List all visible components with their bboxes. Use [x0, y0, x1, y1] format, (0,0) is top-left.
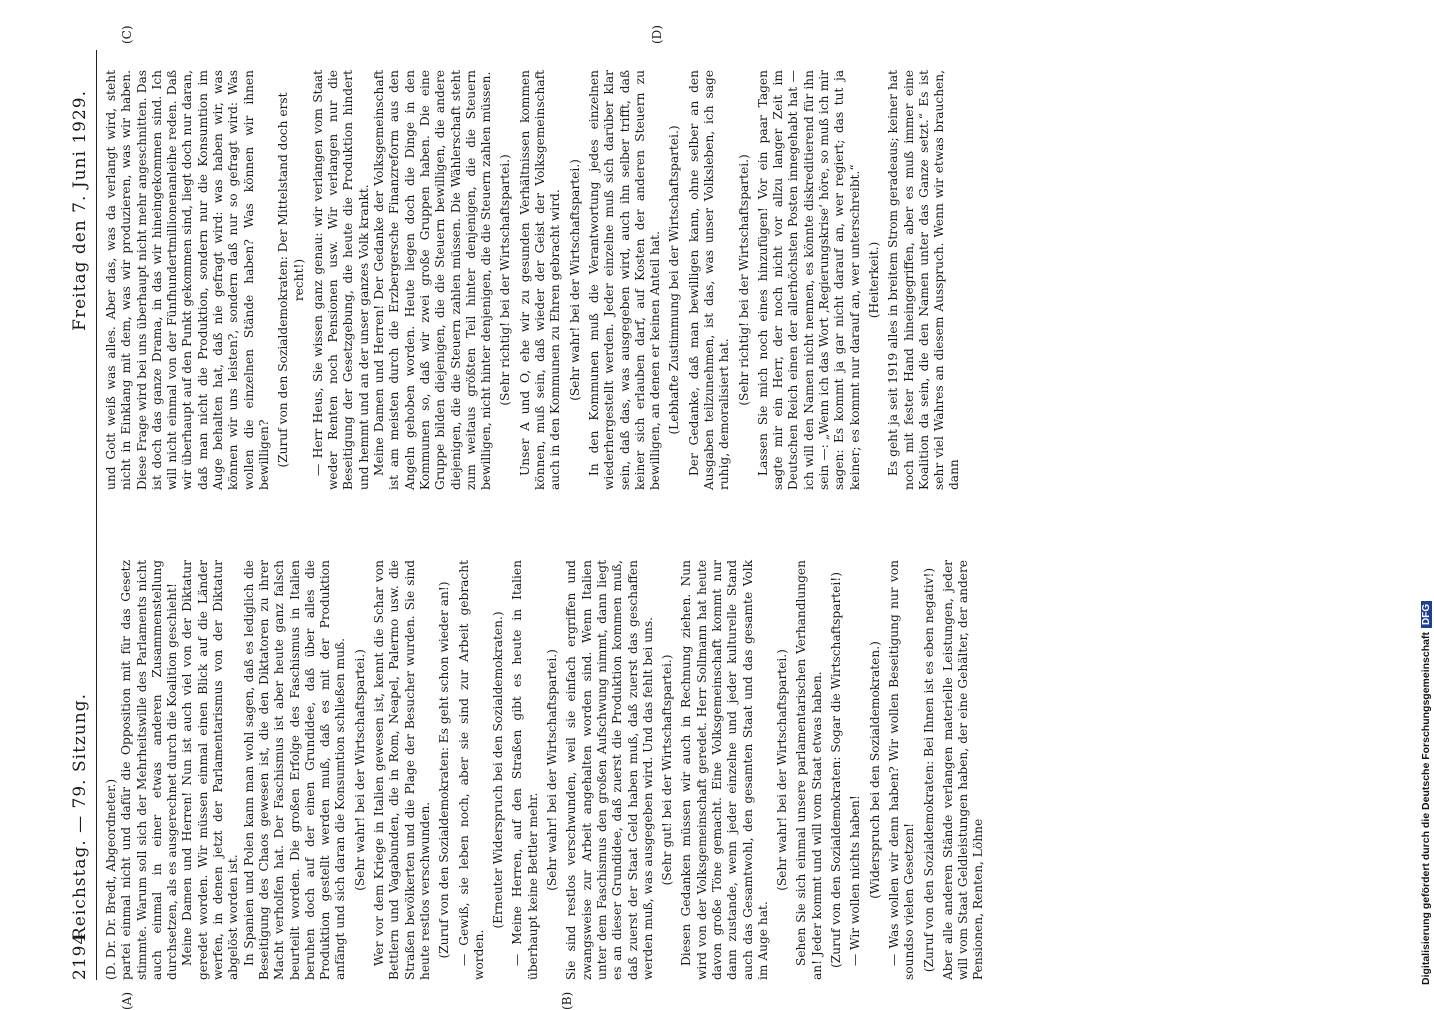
margin-marker-b: (B)	[560, 991, 574, 1010]
margin-marker-c: (C)	[120, 25, 134, 44]
paragraph: Meine Damen und Herren! Nun ist auch viel von der Diktatur geredet worden. Wir müssen einmal einen Blick auf die Länder werfen, in denen jetzt der Parlamentarismus von der Diktatur abgelöst worden ist.	[180, 560, 241, 980]
interjection: (Sehr wahr! bei der Wirtschaftspartei.)	[775, 649, 790, 891]
paragraph: Sehen Sie sich einmal unsere parlamentarischen Verhandlungen an! Jeder kommt und will vom Staat etwas haben.	[794, 560, 824, 980]
interjection: (Erneuter Widerspruch bei den Sozialdemokraten.)	[491, 611, 506, 929]
margin-marker-a: (A)	[120, 991, 134, 1010]
paragraph: Unser A und O, ehe wir zu gesunden Verhältnissen kommen können, muß sein, daß wieder der Geist der Volksgemeinschaft auch in den Kommunen zu Ehren gebracht wird.	[517, 70, 563, 490]
interjection: (Sehr richtig! bei der Wirtschaftspartei.)	[498, 154, 513, 406]
paragraph: partei einmal nicht und dafür die Opposition mit für das Gesetz stimmte. Warum soll sich der Mehrheitswille des Parlaments nicht auch einmal in einer etwas anderen Zusammenstellung durchsetzen, als es ausgerechnet durch die Koalition geschieht!	[119, 560, 180, 980]
interjection: (Widerspruch bei den Sozialdemokraten.)	[867, 641, 882, 899]
paragraph: (D. Dr. Dr. Bredt, Abgeordneter.)	[104, 778, 118, 980]
digitization-credit	[1420, 5, 1432, 985]
paragraph: Wer vor dem Kriege in Italien gewesen ist, kennt die Schar von Bettlern und Vagabunden, die in Rom, Neapel, Palermo usw. die Straßen bevölkerten und die Plage der Besucher wurden. Sie sind heute restlos verschwunden.	[372, 560, 432, 980]
paragraph: und Gott weiß was alles. Aber das, was da verlangt wird, steht nicht in Einklang mit dem, was wir produzieren, was wir haben. Diese Frage wird bei uns überhaupt nicht mehr angeschnitten. Das ist doch das ganze Drama, in das wir hineingekommen sind. Ich will nicht einmal von der Fünfhundertmillionenanleihe reden. Daß wir überhaupt auf den Punkt gekommen sind, liegt doch nur daran, daß man nicht die Produktion, sondern nur die Konsumtion im Auge behalten hat, daß nie gefragt wird: was haben wir, was können wir uns leisten?, sondern daß nur so gefragt wird: Was wollen die einzelnen Stände haben? Was können wir ihnen bewilligen?	[104, 70, 271, 490]
rotated-page-content	[60, 20, 1360, 1010]
text-column-right	[104, 70, 963, 490]
page-number: 2194	[70, 932, 90, 980]
interjection: (Zuruf von den Sozialdemokraten: Es geht schon wieder an!)	[437, 581, 452, 959]
interjection: (Sehr gut! bei der Wirtschaftspartei.)	[660, 654, 675, 886]
paragraph: In Spanien und Polen kann man wohl sagen, daß es lediglich die Beseitigung des Chaos gewesen ist, die den Diktatoren zu ihrer Macht verholfen hat. Der Faschismus ist aber heute ganz falsch beurteilt worden. Die großen Erfolge des Faschismus in Italien beruhen doch auf der einen Grundidee, daß über alles die Produktion gestellt werden muß, daß es mit der Produktion anfängt und sich daran die Konsumtion schließen muß.	[241, 560, 348, 980]
paragraph: — Gewiß, sie leben noch, aber sie sind zur Arbeit gebracht worden.	[456, 560, 486, 980]
paragraph: — Was wollen wir denn haben? Wir wollen Beseitigung nur von soundso vielen Gesetzen!	[886, 560, 917, 980]
interjection: (Zuruf von den Sozialdemokraten: Der Mittelstand doch erst recht!)	[276, 92, 306, 468]
running-header	[70, 50, 96, 980]
interjection: (Sehr richtig! bei der Wirtschaftspartei.)	[736, 154, 751, 406]
interjection: (Lebhafte Zustimmung bei der Wirtschaftspartei.)	[667, 125, 682, 435]
interjection: (Sehr wahr! bei der Wirtschaftspartei.)	[567, 159, 582, 401]
interjection: (Heiterkeit.)	[866, 241, 881, 319]
paragraph: In den Kommunen muß die Verantwortung jedes einzelnen wiederhergestellt werden. Jeder einzelne muß sich darüber klar sein, daß das, was ausgegeben wird, auch ihn selber trifft, daß keiner sich erlauben darf, auf Kosten der anderen Steuern zu bewilligen, an denen er keinen Anteil hat.	[586, 70, 663, 490]
interjection: (Zuruf von den Sozialdemokraten: Bei Ihnen ist es eben negativ!)	[921, 567, 936, 973]
paragraph: Meine Damen und Herren! Der Gedanke der Volksgemeinschaft ist am meisten durch die Erzbergersche Finanzreform aus den Angeln gehoben worden. Heute liegen doch die Dinge in den Kommunen so, daß wir zwei große Gruppen haben. Die eine Gruppe bilden diejenigen, die die Steuern bewilligen, die andere diejenigen, die die Steuern zahlen müssen. Die Wählerschaft steht zum weitaus größten Teil hinter denjenigen, die die Steuern bewilligen, nicht hinter denjenigen, die die Steuern zahlen müssen.	[372, 70, 494, 490]
interjection: (Zuruf von den Sozialdemokraten: Sogar die Wirtschaftspartei!)	[829, 572, 844, 968]
paragraph: Aber alle anderen Stände verlangen materielle Leistungen, jeder will vom Staat Geldleistungen haben, der eine Gehälter, der andere Pensionen, Renten, Löhne	[940, 560, 986, 980]
paragraph: — Wir wollen nichts haben!	[848, 795, 863, 966]
margin-marker-d: (D)	[650, 25, 664, 44]
credit-caption: Digitalisierung gefördert durch die Deutsche Forschungsgemeinschaft	[1420, 632, 1432, 985]
header-right: Freitag den 7. Juni 1929.	[70, 90, 90, 331]
interjection: (Sehr wahr! bei der Wirtschaftspartei.)	[545, 649, 560, 891]
paragraph: Diesen Gedanken müssen wir auch in Rechnung ziehen. Nun wird von der Volksgemeinschaft geredet. Herr Sollmann hat heute davon große Töne gemacht. Eine Volksgemeinschaft kommt nur dann zustande, wenn jeder einzelne und jeder kulturelle Stand auch das Gesamtwohl, den gesamten Staat und das gesamte Volk im Auge hat.	[679, 560, 770, 980]
paragraph: Es geht ja seit 1919 alles in breitem Strom geradeaus; keiner hat noch mit fester Hand hineingegriffen, aber es muß immer eine Koalition da sein, die den Namen unter das Ganze setzt.“ Es ist sehr viel Wahres an diesem Ausspruch. Wenn wir etwas brauchen, dann	[886, 70, 962, 490]
paragraph: Der Gedanke, daß man bewilligen kann, ohne selber an den Ausgaben teilzunehmen, ist das, was unser Volksleben, ich sage ruhig, demoralisiert hat.	[686, 70, 732, 490]
paragraph: — Herr Heus, Sie wissen ganz genau: wir verlangen vom Staat weder Renten noch Pensionen usw. Wir verlangen nur die Beseitigung der Gesetzgebung, die heute die Produktion hindert und hemmt und an der unser ganzes Volk krankt.	[310, 70, 371, 490]
paragraph: Lassen Sie mich noch eines hinzufügen! Vor ein paar Tagen sagte mir ein Herr, der noch nicht vor allzu langer Zeit im Deutschen Reich einen der allerhöchsten Posten innegehabt hat — ich will den Namen nicht nennen, es könnte diskreditierend für ihn sein —: „Wenn ich das Wort ‚Regierungskrise‘ höre, so muß ich mir sagen: Es kommt ja gar nicht darauf an, wer regiert; das tut ja keiner; es kommt nur darauf an, wer unterschreibt.“	[755, 70, 862, 490]
paragraph: — Meine Herren, auf den Straßen gibt es heute in Italien überhaupt keine Bettler mehr.	[510, 560, 540, 980]
text-column-left	[104, 560, 987, 980]
header-left: Reichstag. — 79. Sitzung.	[70, 692, 90, 940]
interjection: (Sehr wahr! bei der Wirtschaftspartei.)	[352, 649, 367, 891]
header-rule	[96, 50, 97, 980]
paragraph: Sie sind restlos verschwunden, weil sie einfach ergriffen und zwangsweise zur Arbeit angehalten worden sind. Wenn Italien unter dem Faschismus den großen Aufschwung nimmt, dann liegt es an dieser Grundidee, daß zuerst die Produktion kommen muß, daß zuerst der Staat Geld haben muß, daß zuerst das geschaffen werden muß, was ausgegeben wird. Und das fehlt bei uns.	[564, 560, 655, 980]
dfg-logo: DFG	[1421, 601, 1432, 628]
